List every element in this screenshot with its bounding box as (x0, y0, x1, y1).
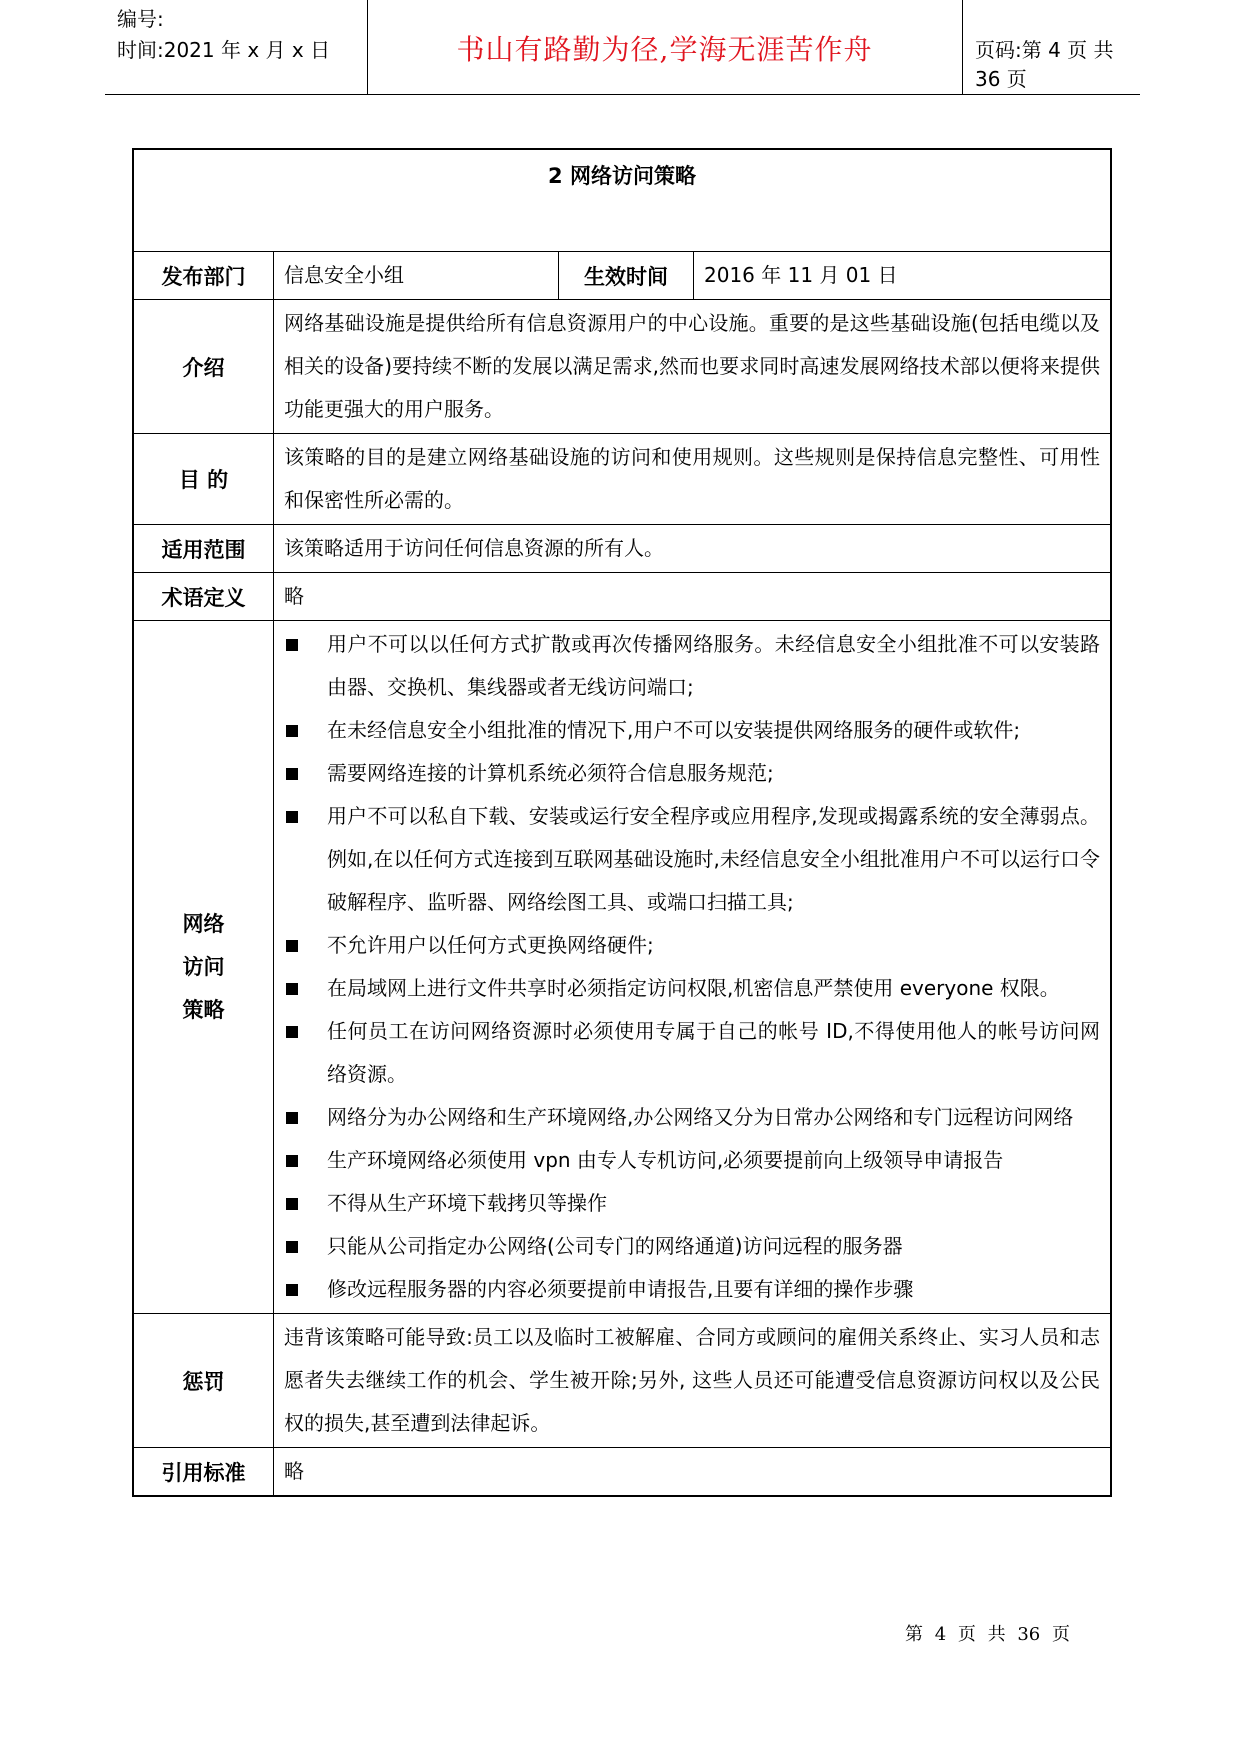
list-item-text: 用户不可以私自下载、安装或运行安全程序或应用程序,发现或揭露系统的安全薄弱点。例如,在以任何方式连接到互联网基础设施时,未经信息安全小组批准用户不可以运行口令破解程序、监听器、网络绘图工具、或端口扫描工具; (327, 804, 1100, 914)
square-bullet-icon (286, 940, 298, 952)
square-bullet-icon (286, 725, 298, 737)
list-item (284, 1225, 1100, 1268)
list-item-text: 网络分为办公网络和生产环境网络,办公网络又分为日常办公网络和专门远程访问网络 (327, 1105, 1074, 1129)
square-bullet-icon (286, 1198, 298, 1210)
square-bullet-icon (286, 811, 298, 823)
list-item (284, 709, 1100, 752)
list-item (284, 967, 1100, 1010)
list-item-text: 只能从公司指定办公网络(公司专门的网络通道)访问远程的服务器 (327, 1234, 903, 1258)
policy-row (133, 621, 1111, 1314)
page-footer: 第 4 页 共 36 页 (905, 1624, 1070, 1645)
purpose-row (133, 434, 1111, 525)
title-row (133, 149, 1111, 252)
square-bullet-icon (286, 1284, 298, 1296)
effective-value: 2016 年 11 月 01 日 (694, 252, 1112, 300)
penalty-label: 惩罚 (133, 1314, 274, 1448)
list-item-text: 在未经信息安全小组批准的情况下,用户不可以安装提供网络服务的硬件或软件; (327, 718, 1021, 742)
scope-label: 适用范围 (133, 525, 274, 573)
page-header (105, 0, 1140, 95)
list-item-text: 任何员工在访问网络资源时必须使用专属于自己的帐号 ID,不得使用他人的帐号访问网络资源。 (327, 1019, 1100, 1086)
list-item (284, 1010, 1100, 1096)
list-item (284, 1139, 1100, 1182)
list-item (284, 1182, 1100, 1225)
header-page-info: 页码:第 4 页 共 36 页 (975, 38, 1114, 91)
square-bullet-icon (286, 1241, 298, 1253)
list-item (284, 924, 1100, 967)
doc-title: 2 网络访问策略 (133, 149, 1111, 252)
list-item (284, 795, 1100, 924)
list-item-text: 需要网络连接的计算机系统必须符合信息服务规范; (327, 761, 774, 785)
intro-text: 网络基础设施是提供给所有信息资源用户的中心设施。重要的是这些基础设施(包括电缆以及相关的设备)要持续不断的发展以满足需求,然而也要求同时高速发展网络技术部以便将来提供功能更强大的用户服务。 (274, 300, 1112, 434)
square-bullet-icon (286, 1112, 298, 1124)
list-item-text: 用户不可以以任何方式扩散或再次传播网络服务。未经信息安全小组批准不可以安装路由器、交换机、集线器或者无线访问端口; (327, 632, 1100, 699)
square-bullet-icon (286, 1155, 298, 1167)
list-item (284, 1096, 1100, 1139)
list-item-text: 不允许用户以任何方式更换网络硬件; (327, 933, 654, 957)
penalty-text: 违背该策略可能导致:员工以及临时工被解雇、合同方或顾问的雇佣关系终止、实习人员和志愿者失去继续工作的机会、学生被开除;另外, 这些人员还可能遭受信息资源访问权以及公民权的损失,甚至遭到法律起诉。 (274, 1314, 1112, 1448)
square-bullet-icon (286, 639, 298, 651)
policy-label-line-3: 策略 (182, 997, 225, 1022)
intro-label: 介绍 (133, 300, 274, 434)
terms-row (133, 573, 1111, 621)
policy-list-cell (274, 621, 1112, 1314)
reference-row (133, 1448, 1111, 1497)
purpose-label: 目 的 (133, 434, 274, 525)
list-item (284, 752, 1100, 795)
dept-value: 信息安全小组 (274, 252, 559, 300)
scope-text: 该策略适用于访问任何信息资源的所有人。 (274, 525, 1112, 573)
dept-row (133, 252, 1111, 300)
square-bullet-icon (286, 983, 298, 995)
list-item-text: 修改远程服务器的内容必须要提前申请报告,且要有详细的操作步骤 (327, 1277, 914, 1301)
effective-label: 生效时间 (559, 252, 694, 300)
list-item-text: 生产环境网络必须使用 vpn 由专人专机访问,必须要提前向上级领导申请报告 (327, 1148, 1004, 1172)
header-time-label: 时间:2021 年 x 月 x 日 (117, 38, 331, 62)
header-number-label: 编号: (117, 7, 164, 31)
square-bullet-icon (286, 1026, 298, 1038)
penalty-row (133, 1314, 1111, 1448)
list-item (284, 623, 1100, 709)
policy-label-line-2: 访问 (182, 954, 225, 979)
scope-row (133, 525, 1111, 573)
list-item-text: 在局域网上进行文件共享时必须指定访问权限,机密信息严禁使用 everyone 权限。 (327, 976, 1060, 1000)
header-divider-right (962, 0, 963, 94)
policy-table (132, 148, 1112, 1497)
terms-text: 略 (274, 573, 1112, 621)
square-bullet-icon (286, 768, 298, 780)
dept-label: 发布部门 (133, 252, 274, 300)
terms-label: 术语定义 (133, 573, 274, 621)
intro-row (133, 300, 1111, 434)
reference-label: 引用标准 (133, 1448, 274, 1497)
policy-list (284, 623, 1100, 1311)
header-meta (117, 4, 367, 66)
list-item-text: 不得从生产环境下载拷贝等操作 (327, 1191, 607, 1215)
policy-label-line-1: 网络 (182, 911, 225, 936)
reference-text: 略 (274, 1448, 1112, 1497)
purpose-text: 该策略的目的是建立网络基础设施的访问和使用规则。这些规则是保持信息完整性、可用性和保密性所必需的。 (274, 434, 1112, 525)
header-motto: 书山有路勤为径,学海无涯苦作舟 (456, 33, 873, 66)
list-item (284, 1268, 1100, 1311)
policy-label (133, 621, 274, 1314)
